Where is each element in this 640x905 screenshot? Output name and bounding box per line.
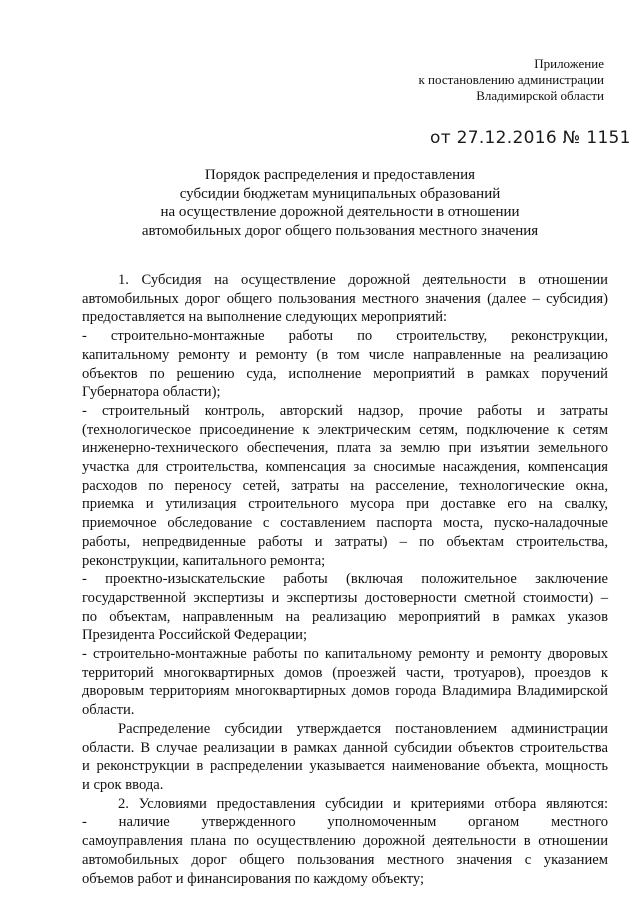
body-line: объектов по решению суда, исполнение мероприятий в рамках поручений	[82, 365, 608, 382]
body-line: области. В случае реализации в рамках данной субсидии объектов строительства	[82, 739, 608, 756]
body-line: автомобильных дорог общего пользования местного значения (далее – субсидия)	[82, 290, 608, 307]
body-line: 1. Субсидия на осуществление дорожной деятельности в отношении	[118, 272, 608, 288]
body-line: и срок ввода.	[82, 776, 164, 793]
body-line: по объектам, направленным на реализацию мероприятий в рамках указов	[82, 608, 608, 625]
body-line: расходов по переносу сетей, затраты на расселение, технологические окна,	[82, 477, 608, 494]
title-line: на осуществление дорожной деятельности в отношении	[160, 204, 520, 220]
body-line: - наличие утвержденного уполномоченным органом местного	[82, 814, 608, 831]
body-line: капитальному ремонту и ремонту (в том числе направленные на реализацию	[82, 346, 608, 363]
body-line: реконструкции, капитального ремонта;	[82, 552, 326, 569]
body-line: Президента Российской Федерации;	[82, 627, 308, 644]
body-line: и реконструкции в распределении указывается наименование объекта, мощность	[82, 758, 608, 775]
body-line: (технологическое присоединение к электрическим сетям, подключение к сетям	[82, 421, 608, 438]
body-line: - строительно-монтажные работы по строительству, реконструкции,	[82, 328, 608, 345]
body-line: Губернатора области);	[82, 384, 221, 401]
body-line: Распределение субсидии утверждается постановлением администрации	[118, 720, 608, 737]
body-line: территорий многоквартирных домов (проезжей части, тротуаров), проездов к	[82, 664, 608, 681]
body-line: - проектно-изыскательские работы (включая положительное заключение	[82, 571, 608, 588]
body-line: области.	[82, 702, 135, 719]
body-line: дворовым территориям многоквартирных домов города Владимира Владимирской	[82, 683, 608, 700]
body-line: приемка и утилизация строительного мусора при доставке его на свалку,	[82, 496, 608, 513]
body-line: предоставляется на выполнение следующих мероприятий:	[82, 309, 448, 326]
resolution-date-number: от 27.12.2016 № 1151	[430, 128, 631, 148]
body-line: автомобильных дорог общего пользования местного значения с указанием	[82, 851, 608, 868]
title-line: автомобильных дорог общего пользования местного значения	[141, 222, 539, 239]
title-line: Порядок распределения и предоставления	[204, 167, 476, 183]
document-body	[82, 271, 608, 888]
body-line: - строительный контроль, авторский надзор, прочие работы и затраты	[82, 402, 608, 419]
title-line: субсидии бюджетам муниципальных образований	[179, 185, 501, 202]
appendix-resolution-ref: к постановлению администрации	[418, 72, 604, 87]
appendix-region: Владимирской области	[476, 88, 604, 103]
document-title	[80, 166, 600, 240]
body-line: объемов работ и финансирования по каждому объекту;	[82, 870, 425, 887]
body-line: самоуправления плана по осуществлению дорожной деятельности в отношении	[82, 833, 608, 850]
body-line: инженерно-технического обеспечения, плата за землю при изъятии земельного	[82, 440, 608, 457]
appendix-label: Приложение	[534, 56, 604, 71]
body-line: участка для строительства, компенсация за сносимые насаждения, компенсация	[82, 459, 608, 476]
appendix-header	[418, 56, 604, 104]
body-line: - строительно-монтажные работы по капитальному ремонту и ремонту дворовых	[82, 646, 608, 663]
body-line: 2. Условиями предоставления субсидии и критериями отбора являются:	[118, 795, 608, 812]
body-line: государственной экспертизы и экспертизы достоверности сметной стоимости) –	[82, 589, 608, 606]
body-line: приемочное обследование с составлением паспорта моста, пуско-наладочные	[82, 515, 608, 532]
body-line: работы, непредвиденные работы и затраты) – по объектам строительства,	[82, 533, 608, 550]
